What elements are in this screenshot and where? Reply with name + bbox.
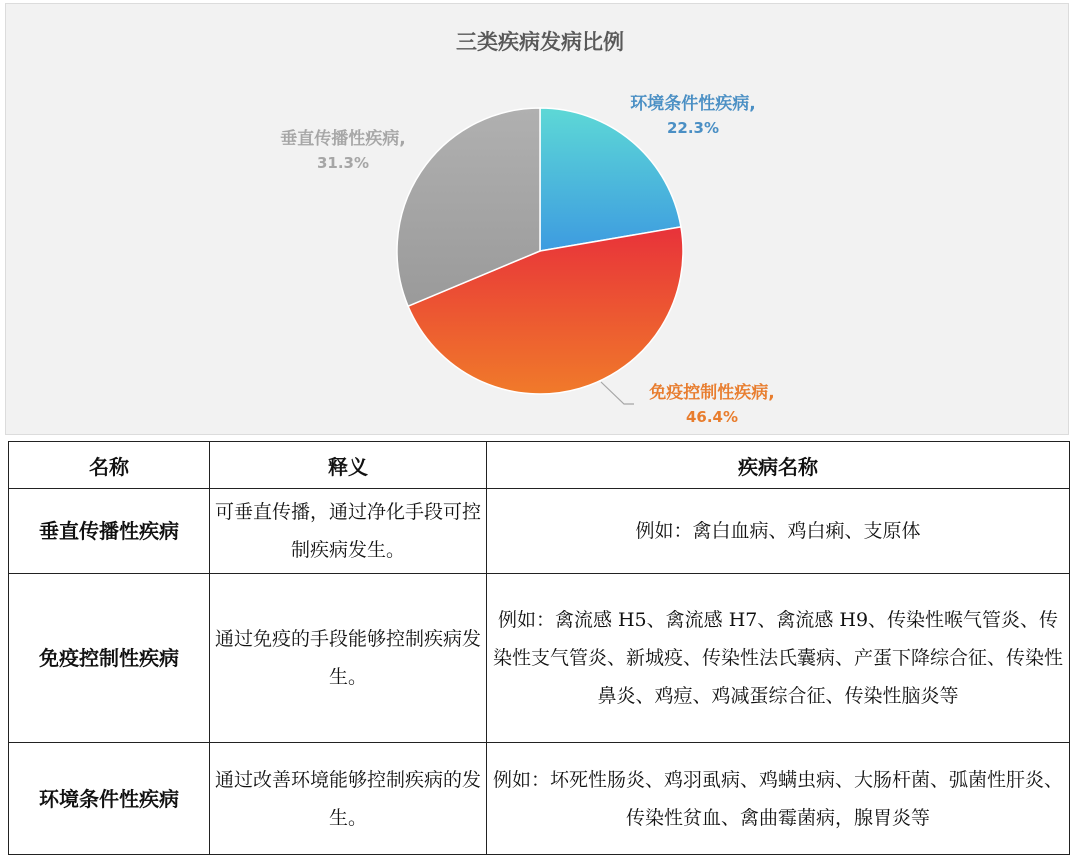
leader-line-immune: [601, 382, 634, 404]
disease-table: [8, 441, 1070, 855]
row-description: 可垂直传播，通过净化手段可控制疾病发生。: [210, 489, 487, 574]
row-diseases: 例如：坏死性肠炎、鸡羽虱病、鸡螨虫病、大肠杆菌、弧菌性肝炎、传染性贫血、禽曲霉菌病，腺胃炎等: [487, 743, 1070, 855]
slice-label-immune: 免疫控制性疾病,: [649, 383, 775, 403]
slice-label-environmental: 环境条件性疾病,: [630, 94, 756, 114]
table-row: [9, 489, 1070, 574]
slice-percent-environmental: 22.3%: [666, 119, 720, 137]
slice-percent-vertical: 31.3%: [316, 154, 370, 172]
table-header-row: [9, 442, 1070, 489]
chart-title: 三类疾病发病比例: [456, 30, 624, 54]
row-diseases: 例如：禽流感 H5、禽流感 H7、禽流感 H9、传染性喉气管炎、传染性支气管炎、新城疫、传染性法氏囊病、产蛋下降综合征、传染性鼻炎、鸡痘、鸡减蛋综合征、传染性脑炎等: [487, 574, 1070, 743]
row-name: 环境条件性疾病: [9, 743, 210, 855]
pie-chart-panel: [5, 3, 1069, 435]
header-description: 释义: [210, 442, 487, 489]
table-row: [9, 574, 1070, 743]
slice-label-vertical: 垂直传播性疾病,: [280, 129, 406, 149]
pie-slice-environmental: [540, 108, 681, 251]
pie-chart: [6, 4, 1070, 436]
row-diseases: 例如：禽白血病、鸡白痢、支原体: [487, 489, 1070, 574]
row-description: 通过免疫的手段能够控制疾病发生。: [210, 574, 487, 743]
row-name: 免疫控制性疾病: [9, 574, 210, 743]
row-description: 通过改善环境能够控制疾病的发生。: [210, 743, 487, 855]
table-row: [9, 743, 1070, 855]
slice-percent-immune: 46.4%: [685, 408, 739, 426]
header-diseases: 疾病名称: [487, 442, 1070, 489]
header-name: 名称: [9, 442, 210, 489]
row-name: 垂直传播性疾病: [9, 489, 210, 574]
